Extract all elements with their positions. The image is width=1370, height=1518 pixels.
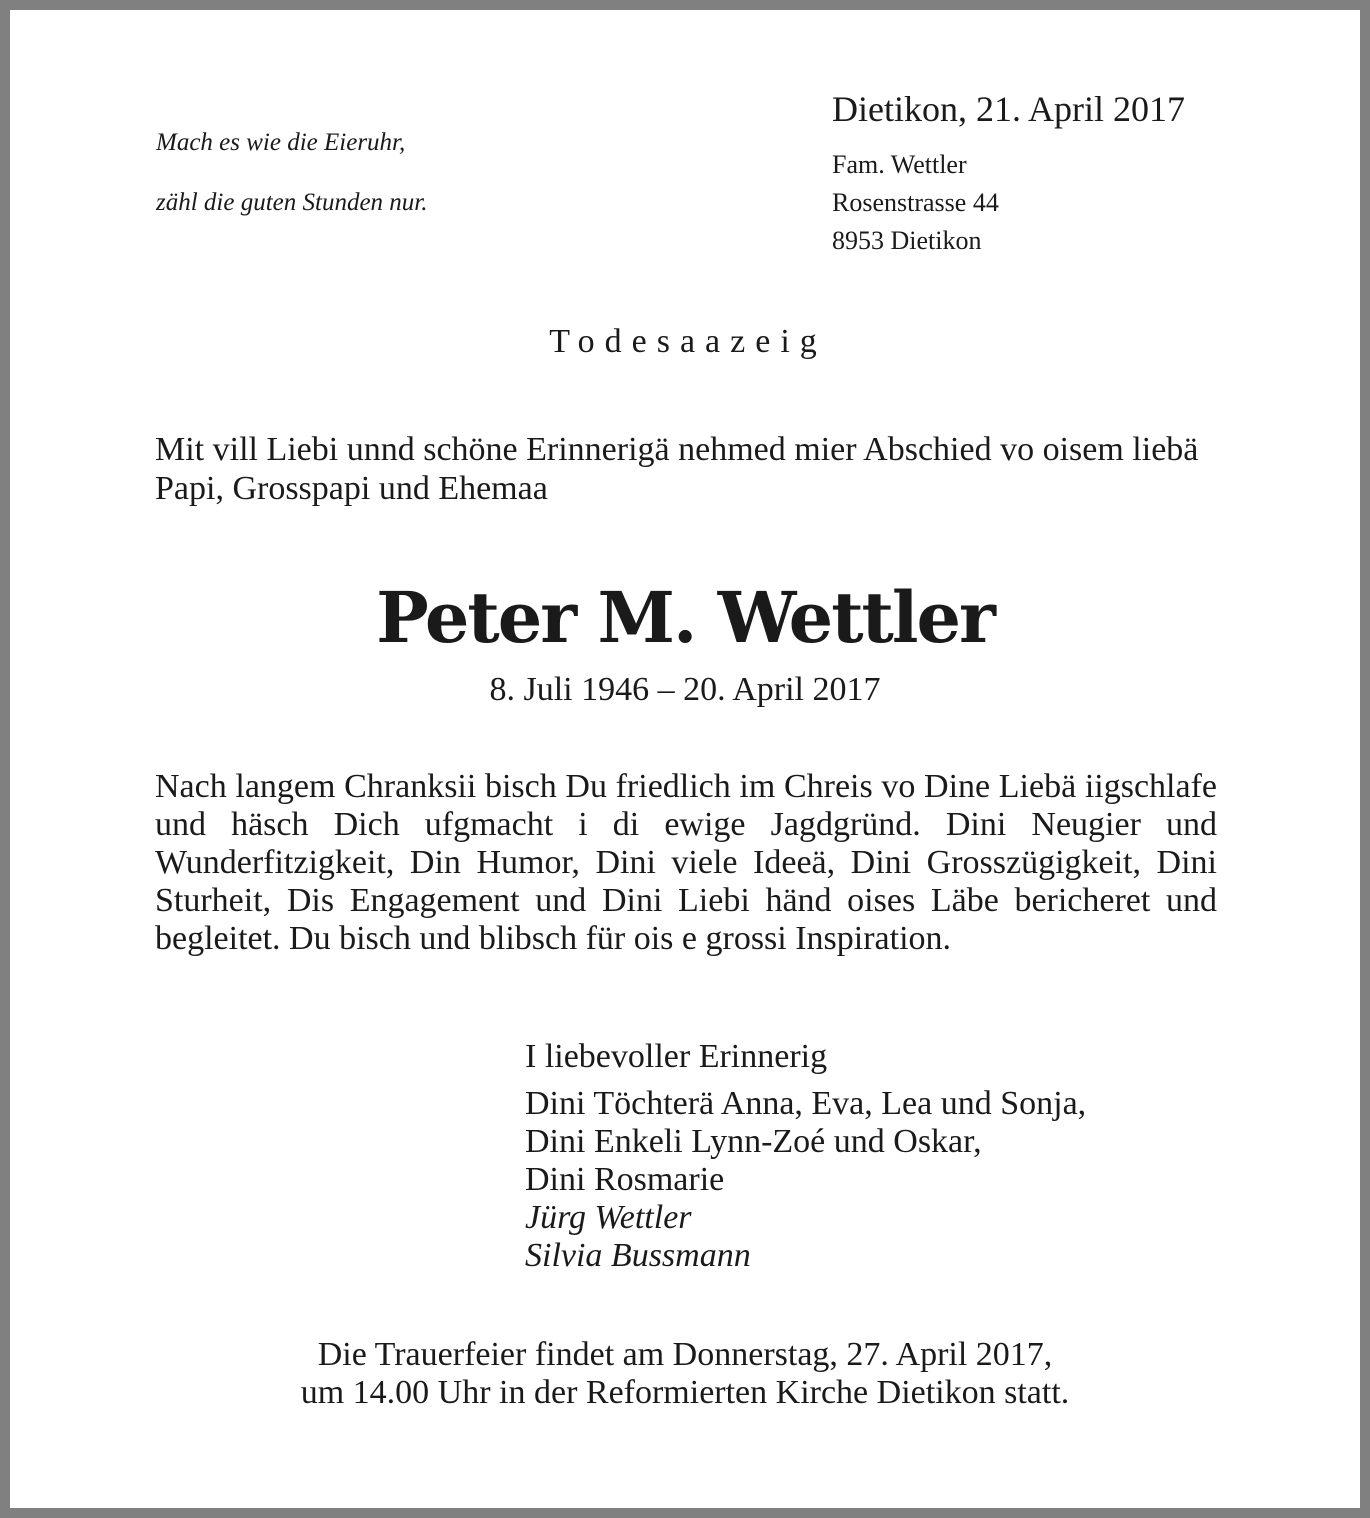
signoff-intro: I liebevoller Erinnerig xyxy=(525,1038,828,1075)
signoff-block xyxy=(525,1038,1285,1275)
mourner-line: Dini Rosmarie xyxy=(525,1161,725,1198)
funeral-line-2: um 14.00 Uhr in der Reformierten Kirche Dietikon statt. xyxy=(300,1374,1070,1411)
deceased-name: Peter M. Wettler xyxy=(376,576,994,659)
family-address xyxy=(832,146,1332,260)
motto-line-2: zähl die guten Stunden nur. xyxy=(156,189,428,216)
mourner-line: Dini Töchterä Anna, Eva, Lea und Sonja, xyxy=(525,1085,1087,1122)
obituary-notice xyxy=(10,10,1360,1508)
notice-heading: Todesaazeig xyxy=(549,323,827,360)
mourner-line-italic: Silvia Bussmann xyxy=(525,1237,751,1274)
mourner-line: Dini Enkeli Lynn-Zoé und Oskar, xyxy=(525,1123,982,1160)
deceased-lifespan: 8. Juli 1946 – 20. April 2017 xyxy=(489,671,881,708)
mourner-line-italic: Jürg Wettler xyxy=(525,1199,692,1236)
motto-quote xyxy=(156,98,716,248)
address-line-1: Fam. Wettler xyxy=(832,150,967,179)
funeral-line-1: Die Trauerfeier findet am Donnerstag, 27. April 2017, xyxy=(317,1336,1053,1373)
address-line-3: 8953 Dietikon xyxy=(832,226,982,255)
place-and-date: Dietikon, 21. April 2017 xyxy=(832,89,1185,129)
intro-text: Mit vill Liebi unnd schöne Erinnerigä nehmed mier Abschied vo oisem liebä Papi, Grosspapi und Ehemaa xyxy=(155,431,1199,507)
address-line-2: Rosenstrasse 44 xyxy=(832,188,999,217)
motto-line-1: Mach es wie die Eieruhr, xyxy=(156,129,406,156)
funeral-info xyxy=(10,1336,1360,1412)
tribute-text: Nach langem Chranksii bisch Du friedlich im Chreis vo Dine Liebä iigschlafe und häsch Dich ufgmacht i di ewige Jagdgründ. Dini Neugier und Wunderfitzigkeit, Din Humor, Dini viele Ideeä, Dini Grosszügigkeit, Dini Sturheit, Dis Engagement und Dini Liebi händ oises Läbe bericheret und begleitet. Du bisch und blibsch für ois e grossi Inspiration. xyxy=(155,768,1217,957)
